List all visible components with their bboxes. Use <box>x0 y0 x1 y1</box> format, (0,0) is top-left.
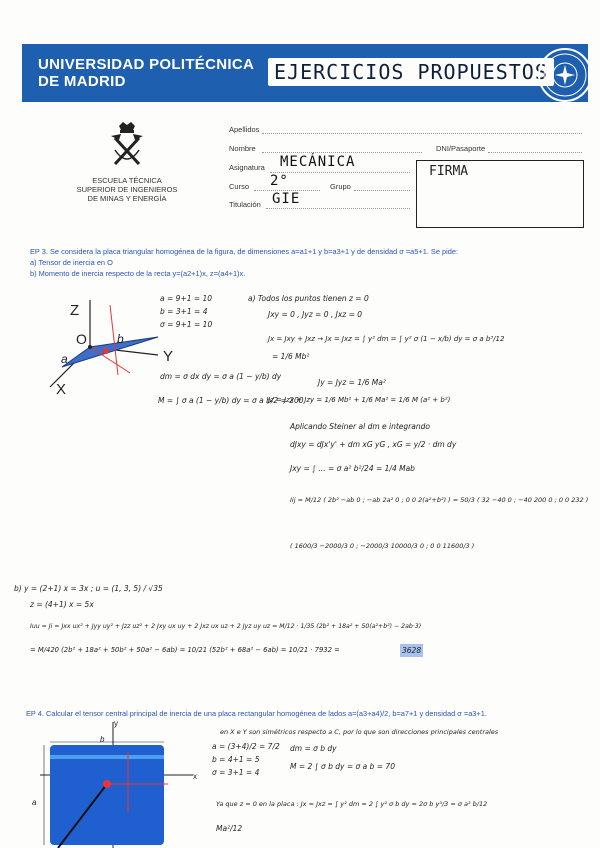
ep3-work-a-7: M = ∫ σ a (1 − y/b) dy = σ a b/2 = 200 <box>158 396 304 405</box>
nombre-field[interactable] <box>262 152 422 153</box>
asignatura-value: MECÁNICA <box>280 154 356 170</box>
apellidos-field[interactable] <box>262 133 582 134</box>
university-line-1: UNIVERSIDAD POLITÉCNICA <box>38 56 255 73</box>
university-name <box>38 56 254 90</box>
ep4-side-b-label: b <box>100 735 105 744</box>
axis-x-label: X <box>56 381 67 398</box>
signature-label: FIRMA <box>429 164 469 179</box>
ep4-axis-x-label: x <box>193 772 197 781</box>
curso-label: Curso <box>229 182 250 191</box>
ep3-work-a-2: Jxy = 0 , Jyz = 0 , Jxz = 0 <box>268 310 363 319</box>
ep3-work-a-11: Jxy = ∫ ... = σ a² b²/24 = 1/4 Mab <box>290 464 415 473</box>
ep4-given-list <box>212 740 280 779</box>
asignatura-field[interactable] <box>270 172 410 173</box>
university-seal-icon <box>538 48 592 102</box>
ep4-rectangle-figure <box>28 722 198 848</box>
school-line-3: DE MINAS Y ENERGÍA <box>87 194 167 203</box>
ep4-given-a: a = (3+4)/2 = 7/2 <box>212 742 280 751</box>
school-logo <box>62 120 192 203</box>
ep3-given-list <box>160 292 212 331</box>
ep3-part-a: a) Tensor de inercia en O <box>30 258 113 267</box>
given-sigma: σ = 9+1 = 10 <box>160 320 213 329</box>
grupo-field[interactable] <box>354 190 410 191</box>
nombre-label: Nombre <box>229 144 256 153</box>
ep3-work-a-5: Jy = Jyz = 1/6 Ma² <box>318 378 386 387</box>
ep4-statement: EP 4. Calcular el tensor central principal de inercia de una placa rectangular homogénea de lados a=(a3+a4)/2, b=a7+1 y densidad σ =a3+1. <box>26 709 487 718</box>
header-banner <box>22 44 588 102</box>
asignatura-label: Asignatura <box>229 163 265 172</box>
grupo-label: Grupo <box>330 182 351 191</box>
ep3-work-b-1: b) y = (2+1) x = 3x ; u = (1, 3, 5) / √35 <box>14 584 163 593</box>
ep3-work-a-6: dm = σ dx dy = σ a (1 − y/b) dy <box>160 372 282 381</box>
ep3-work-b-2: z = (4+1) x = 5x <box>30 600 94 609</box>
given-b: b = 3+1 = 4 <box>160 307 208 316</box>
document-title: EJERCICIOS PROPUESTOS <box>268 58 554 86</box>
signature-box[interactable] <box>416 160 584 228</box>
ep4-axis-y-label: y <box>114 719 118 728</box>
titulacion-label: Titulación <box>229 200 261 209</box>
ep4-work-1: en X e Y son simétricos respecto a C, por lo que son direcciones principales centrales <box>220 728 499 736</box>
side-b-label: b <box>117 332 124 346</box>
ep4-work-5: Ma²/12 <box>216 824 243 833</box>
ep3-work-a-8: Jz = Jzx + Jzy = 1/6 Mb² + 1/6 Ma² = 1/6 M (a² + b²) <box>268 396 451 404</box>
ep3-work-b-3: Iuu = Ji = Jxx ux² + Jyy uy² + Jzz uz² + 2 Jxy ux uy + 2 Jxz ux uz + 2 Jyz uy uz = M/12 · 1/35 (2b² + 18a² + 50(a²+b²) − 2ab·3) <box>30 623 422 630</box>
dni-field[interactable] <box>488 152 582 153</box>
ep3-work-a-9: Aplicando Steiner al dm e integrando <box>290 422 430 431</box>
ep3-work-a-13: ( 1600/3 −2000/3 0 ; −2000/3 10000/3 0 ; 0 0 11600/3 ) <box>290 542 475 550</box>
ep3-work-a-3: Jx = Jxy + Jxz → Jx = Jxz = ∫ y² dm = ∫ y² σ (1 − x/b) dy = σ a b³/12 <box>268 335 505 343</box>
crest-icon <box>107 120 147 170</box>
curso-value: 2° <box>270 173 289 189</box>
ep3-part-b: b) Momento de inercia respecto de la recta y=(a2+1)x, z=(a4+1)x. <box>30 269 246 278</box>
ep3-statement: EP 3. Se considera la placa triangular homogénea de la figura, de dimensiones a=a1+1 y b=a3+1 y de densidad σ =a5+1. Se pide: <box>30 247 459 256</box>
ep3-work-a-4: = 1/6 Mb² <box>272 352 310 361</box>
ep4-given-sigma: σ = 3+1 = 4 <box>212 768 260 777</box>
origin-o-label: O <box>76 331 87 347</box>
titulacion-field[interactable] <box>266 208 410 209</box>
axis-z-label: Z <box>70 302 80 319</box>
side-a-label: a <box>61 352 68 366</box>
school-line-1: ESCUELA TÉCNICA <box>92 176 162 185</box>
apellidos-label: Apellidos <box>229 125 260 134</box>
ep3-work-a-12: Iij = M/12 ( 2b² −ab 0 ; −ab 2a² 0 ; 0 0 2(a²+b²) ) = 50/3 ( 32 −40 0 ; −40 200 0 ; 0 0 232 ) <box>290 496 589 504</box>
dni-label: DNI/Pasaporte <box>436 144 486 153</box>
school-line-2: SUPERIOR DE INGENIEROS <box>76 185 178 194</box>
ep4-given-b: b = 4+1 = 5 <box>212 755 260 764</box>
ep3-work-a-10: dJxy = dJx'y' + dm xG yG , xG = y/2 · dm dy <box>290 440 457 449</box>
ep4-side-a-label: a <box>32 798 37 807</box>
ep4-work-3: M = 2 ∫ σ b dy = σ a b = 70 <box>290 762 395 771</box>
university-line-2: DE MADRID <box>38 73 126 90</box>
ep3-result-highlight: 3628 <box>402 646 422 655</box>
ep4-work-2: dm = σ b dy <box>290 744 337 753</box>
ep3-work-a-1: a) Todos los puntos tienen z = 0 <box>248 294 369 303</box>
ep3-work-b-4: = M/420 (2b² + 18a² + 50b² + 50a² − 6ab) = 10/21 (52b² + 68a² − 6ab) = 10/21 · 7932 = <box>30 646 340 654</box>
given-a: a = 9+1 = 10 <box>160 294 213 303</box>
axis-y-label: Y <box>163 348 174 365</box>
titulacion-value: GIE <box>272 191 301 207</box>
ep4-work-4: Ya que z = 0 en la placa : Jx = Jxz = ∫ y² dm = 2 ∫ y² σ b dy = 2σ b y³/3 = σ a³ b/12 <box>216 800 488 808</box>
